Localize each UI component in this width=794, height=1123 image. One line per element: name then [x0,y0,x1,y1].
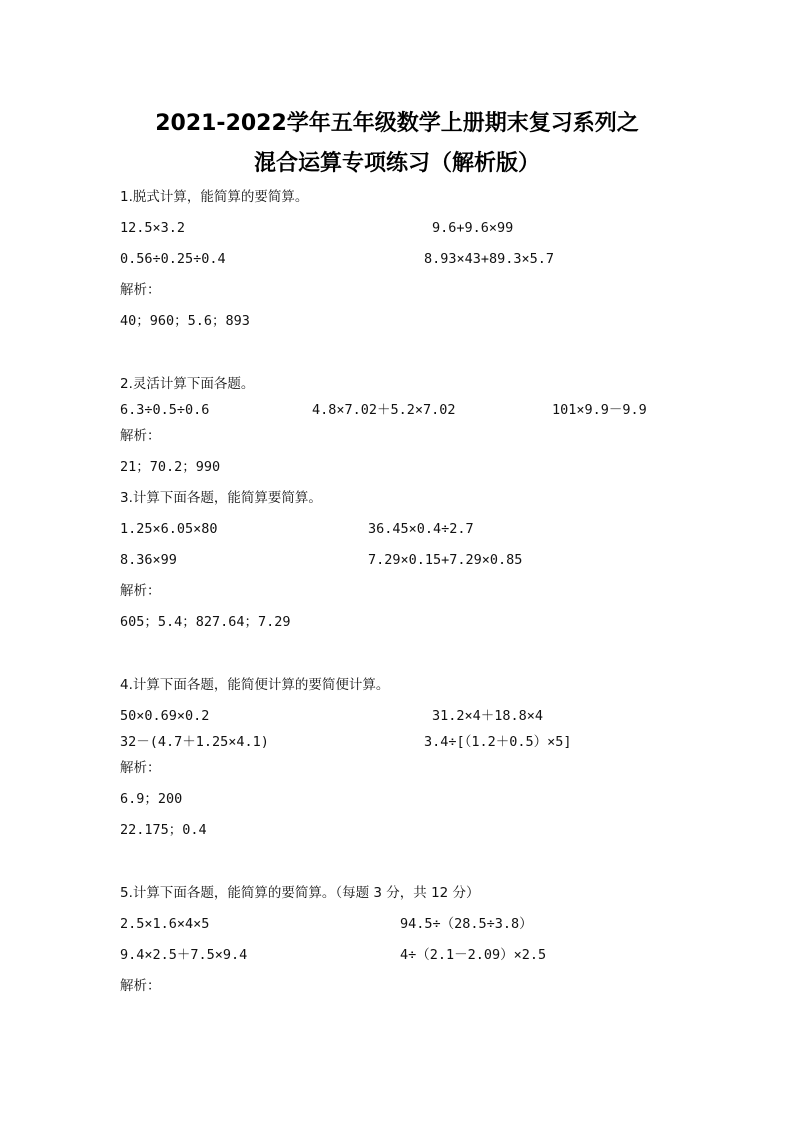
question-2-analysis-label: 解析： [120,428,161,444]
question-2-heading: 2.灵活计算下面各题。 [120,376,255,392]
document-title-line2: 混合运算专项练习（解析版） [253,151,540,176]
question-4-heading: 4.计算下面各题，能简便计算的要简便计算。 [120,677,390,693]
question-5-heading: 5.计算下面各题，能简算的要简算。（每题 3 分，共 12 分） [120,885,480,901]
question-3-expr-c: 8.36×99 [120,552,177,568]
question-1-analysis-label: 解析： [120,282,161,298]
question-1-expr-c: 0.56÷0.25÷0.4 [120,251,226,267]
question-4-analysis-label: 解析： [120,760,161,776]
question-3-expr-d: 7.29×0.15+7.29×0.85 [368,552,523,568]
question-3-answer: 605；5.4；827.64；7.29 [120,614,291,630]
question-3-analysis-label: 解析： [120,583,161,599]
question-1-expr-d: 8.93×43+89.3×5.7 [424,251,555,267]
question-4-expr-b: 31.2×4＋18.8×4 [432,708,544,724]
question-4-expr-a: 50×0.69×0.2 [120,708,210,724]
question-1-expr-a: 12.5×3.2 [120,220,186,236]
question-5-expr-d: 4÷（2.1－2.09）×2.5 [400,947,547,963]
question-1-expr-b: 9.6+9.6×99 [432,220,514,236]
question-4-expr-c: 32－(4.7＋1.25×4.1) [120,734,269,750]
question-5-expr-a: 2.5×1.6×4×5 [120,916,210,932]
question-3-heading: 3.计算下面各题，能简算要简算。 [120,490,322,506]
question-3-expr-a: 1.25×6.05×80 [120,521,218,537]
question-4-answer: 6.9；200 [120,791,183,807]
question-5-expr-b: 94.5÷（28.5÷3.8） [400,916,533,932]
question-1-heading: 1.脱式计算，能简算的要简算。 [120,189,309,205]
question-5-analysis-label: 解析： [120,978,161,994]
question-2-expr-b: 4.8×7.02＋5.2×7.02 [312,402,456,418]
question-2-expr-a: 6.3÷0.5÷0.6 [120,402,210,418]
question-4-expr-d: 3.4÷[（1.2＋0.5）×5] [424,734,572,750]
question-4-answer-2: 22.175；0.4 [120,822,207,838]
question-1-answer: 40；960；5.6；893 [120,313,250,329]
question-2-answer: 21；70.2；990 [120,459,221,475]
question-3-expr-b: 36.45×0.4÷2.7 [368,521,474,537]
question-5-expr-c: 9.4×2.5＋7.5×9.4 [120,947,248,963]
document-title-line1: 2021-2022学年五年级数学上册期末复习系列之 [155,111,639,136]
question-2-expr-c: 101×9.9－9.9 [552,402,647,418]
